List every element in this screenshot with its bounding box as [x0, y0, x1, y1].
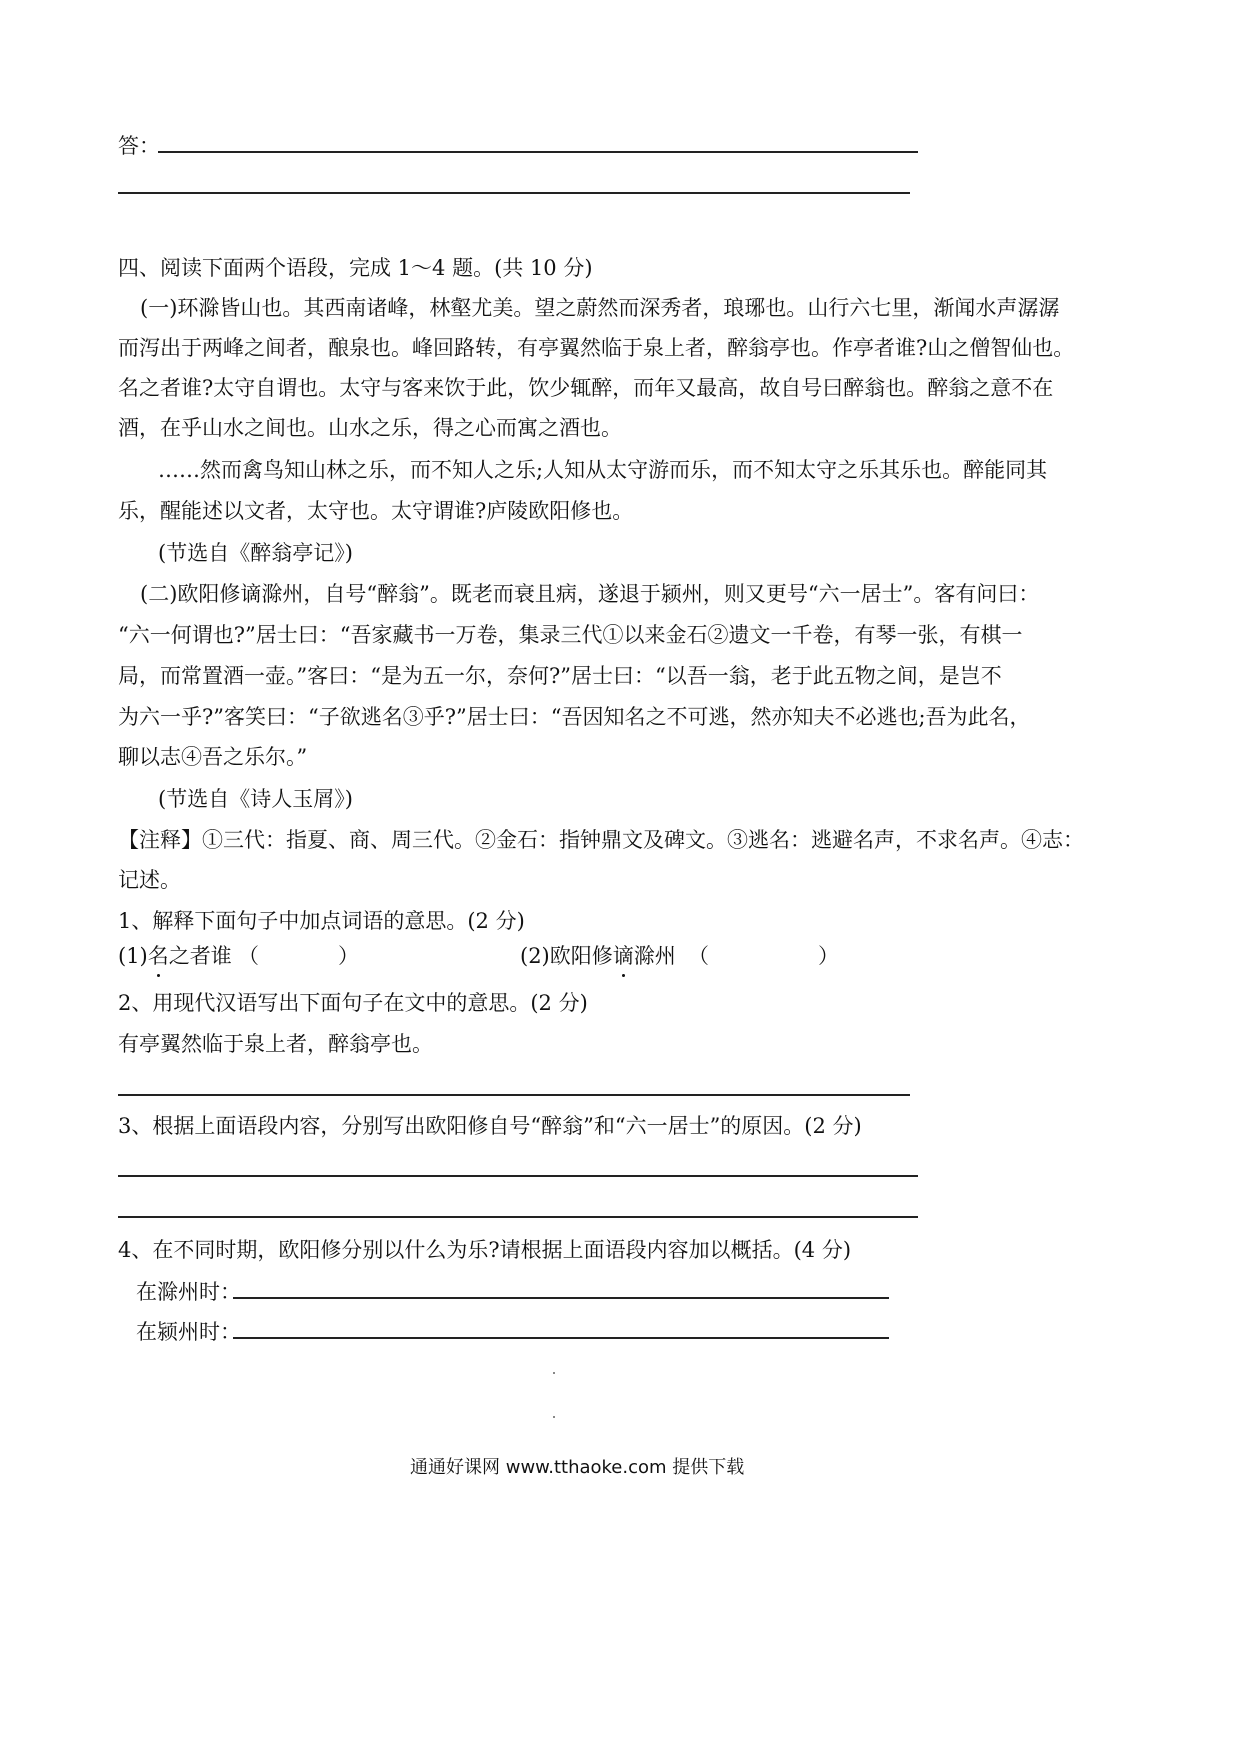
passage1-line: 乐，醒能述以文者，太守也。太守谓谁?庐陵欧阳修也。	[118, 499, 634, 523]
answer-paren-open: （	[238, 944, 259, 968]
answer-line-q3-2[interactable]	[118, 1216, 918, 1218]
item-text: 之者谁	[168, 944, 232, 968]
answer-line-1[interactable]	[158, 151, 918, 153]
item-text: (2)欧阳修	[520, 944, 613, 968]
notes-line: 【注释】①三代：指夏、商、周三代。②金石：指钟鼎文及碑文。③逃名：逃避名声，不求名声。④志：	[118, 828, 1084, 852]
answer-paren-open: （	[688, 944, 709, 968]
item-number: (1)	[118, 944, 148, 968]
question-1-prompt: 1、解释下面句子中加点词语的意思。(2 分)	[118, 909, 525, 933]
passage1-line: ……然而禽鸟知山林之乐，而不知人之乐;人知从太守游而乐，而不知太守之乐其乐也。醉能同其	[158, 458, 1048, 482]
speck	[553, 1416, 555, 1418]
passage2-line: 局，而常置酒一壶。”客曰：“是为五一尔，奈何?”居士曰：“以吾一翁，老于此五物之间，是岂不	[118, 664, 1002, 688]
answer-label: 答：	[118, 134, 160, 158]
passage2-line: “六一何谓也?”居士曰：“吾家藏书一万卷，集录三代①以来金石②遗文一千卷，有琴一张，有棋一	[118, 623, 1023, 647]
question-2-sentence: 有亭翼然临于泉上者，醉翁亭也。	[118, 1032, 433, 1056]
answer-paren-close: ）	[818, 944, 839, 968]
question-4-label-yingzhou: 在颍州时：	[136, 1320, 241, 1344]
passage1-line: 名之者谁?太守自谓也。太守与客来饮于此，饮少辄醉，而年又最高，故自号曰醉翁也。醉翁之意不在	[118, 376, 1054, 400]
section-title: 四、阅读下面两个语段，完成 1～4 题。(共 10 分)	[118, 256, 593, 280]
answer-blank-1[interactable]	[268, 940, 338, 970]
passage1-line: (一)环滁皆山也。其西南诸峰，林壑尤美。望之蔚然而深秀者，琅琊也。山行六七里，渐闻水声潺潺	[140, 296, 1060, 320]
source-2: (节选自《诗人玉屑》)	[158, 787, 353, 811]
speck	[553, 1372, 555, 1374]
question-3-prompt: 3、根据上面语段内容，分别写出欧阳修自号“醉翁”和“六一居士”的原因。(2 分)	[118, 1114, 862, 1138]
question-4-label-chuzhou: 在滁州时：	[136, 1280, 241, 1304]
answer-line-yingzhou[interactable]	[233, 1337, 889, 1339]
passage2-line: 为六一乎?”客笑曰：“子欲逃名③乎?”居士曰：“吾因知名之不可逃，然亦知夫不必逃也;吾为此名，	[118, 705, 1031, 729]
passage1-line: 而泻出于两峰之间者，酿泉也。峰回路转，有亭翼然临于泉上者，醉翁亭也。作亭者谁?山之僧智仙也。	[118, 336, 1075, 360]
source-1: (节选自《醉翁亭记》)	[158, 541, 353, 565]
answer-paren-close: ）	[338, 944, 359, 968]
answer-blank-2[interactable]	[718, 940, 818, 970]
answer-line-2[interactable]	[118, 192, 910, 194]
dotted-word: 谪	[612, 944, 634, 968]
question-1-item-1	[118, 942, 232, 970]
question-2-prompt: 2、用现代汉语写出下面句子在文中的意思。(2 分)	[118, 991, 588, 1015]
notes-line: 记述。	[118, 868, 181, 892]
answer-line-chuzhou[interactable]	[233, 1297, 889, 1299]
dotted-word: 名	[147, 944, 169, 968]
answer-line-q2[interactable]	[118, 1094, 910, 1096]
question-4-prompt: 4、在不同时期，欧阳修分别以什么为乐?请根据上面语段内容加以概括。(4 分)	[118, 1238, 852, 1262]
footer-text: 通通好课网 www.tthaoke.com 提供下载	[410, 1457, 745, 1478]
question-1-item-2	[520, 942, 676, 970]
passage1-line: 酒，在乎山水之间也。山水之乐，得之心而寓之酒也。	[118, 416, 622, 440]
answer-line-q3-1[interactable]	[118, 1175, 918, 1177]
passage2-line: (二)欧阳修谪滁州，自号“醉翁”。既老而衰且病，遂退于颍州，则又更号“六一居士”。客有问曰：	[140, 582, 1040, 606]
passage2-line: 聊以志④吾之乐尔。”	[118, 745, 308, 769]
item-text: 滁州	[633, 944, 676, 968]
